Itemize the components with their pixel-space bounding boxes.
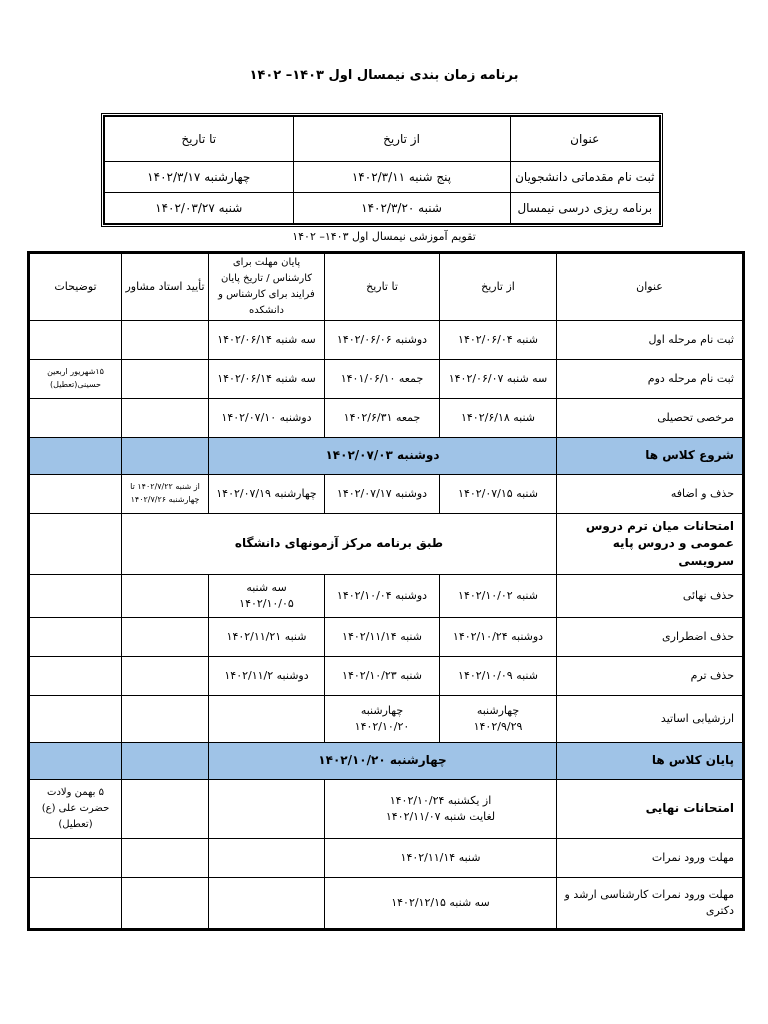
header-notes: توضیحات — [29, 253, 122, 321]
row-advisor — [122, 743, 209, 780]
row-notes: ۱۵شهریور اربعین حسینی(تعطیل) — [29, 360, 122, 399]
row-to: شنبه ۱۴۰۲/۱۰/۲۳ — [325, 657, 440, 696]
row-notes — [29, 514, 122, 575]
row-advisor — [122, 657, 209, 696]
row-deadline: سه شنبه ۱۴۰۲/۰۶/۱۴ — [209, 321, 325, 360]
row-deadline: دوشنبه ۱۴۰۲/۱۱/۲ — [209, 657, 325, 696]
row-notes — [29, 438, 122, 475]
row-deadline — [209, 878, 325, 930]
row-notes — [29, 618, 122, 657]
row-from: دوشنبه ۱۴۰۲/۱۰/۲۴ — [440, 618, 557, 657]
header-to: تا تاریخ — [104, 116, 293, 162]
from-date: ۱۴۰۲/۹/۲۹ — [473, 720, 523, 733]
midterm-row — [29, 514, 744, 575]
grad-grades-date: سه شنبه ۱۴۰۲/۱۲/۱۵ — [325, 878, 557, 930]
row-title: حذف و اضافه — [557, 475, 744, 514]
row-title: ارزشیابی اساتید — [557, 696, 744, 743]
row-advisor — [122, 618, 209, 657]
header-advisor: تأیید استاد مشاور — [122, 253, 209, 321]
header-deadline: پایان مهلت برای کارشناس / تاریخ پایان فرایند برای کارشناس و دانشکده — [209, 253, 325, 321]
row-to: شنبه ۱۴۰۲/۱۱/۱۴ — [325, 618, 440, 657]
row-title: شروع کلاس ها — [557, 438, 744, 475]
classes-end-row — [29, 743, 744, 780]
header-title: عنوان — [510, 116, 660, 162]
row-title: ثبت نام مقدماتی دانشجویان — [510, 162, 660, 193]
table-row — [29, 321, 744, 360]
row-title: برنامه ریزی درسی نیمسال — [510, 193, 660, 225]
table-row — [29, 657, 744, 696]
from-day: چهارشنبه — [476, 704, 520, 718]
calendar-subtitle: تقویم آموزشی نیمسال اول ۱۴۰۳– ۱۴۰۲ — [292, 230, 476, 243]
row-title: پایان کلاس ها — [557, 743, 744, 780]
row-from: شنبه ۱۴۰۲/۱۰/۰۲ — [440, 575, 557, 618]
row-deadline — [209, 780, 325, 839]
table-row — [104, 193, 660, 225]
row-notes — [29, 878, 122, 930]
grades-date: شنبه ۱۴۰۲/۱۱/۱۴ — [325, 839, 557, 878]
header-from: از تاریخ — [440, 253, 557, 321]
row-to: دوشنبه ۱۴۰۲/۰۷/۱۷ — [325, 475, 440, 514]
deadline-date: ۱۴۰۲/۱۰/۰۵ — [239, 597, 294, 610]
table-row — [29, 360, 744, 399]
to-day: چهارشنبه — [360, 704, 404, 718]
table-row — [29, 878, 744, 930]
table-header-row — [104, 116, 660, 162]
header-from: از تاریخ — [293, 116, 510, 162]
row-from: شنبه ۱۴۰۲/۰۶/۰۴ — [440, 321, 557, 360]
row-advisor — [122, 878, 209, 930]
row-deadline: دوشنبه ۱۴۰۲/۰۷/۱۰ — [209, 399, 325, 438]
row-deadline: سه شنبه ۱۴۰۲/۰۶/۱۴ — [209, 360, 325, 399]
row-notes — [29, 657, 122, 696]
table-row — [29, 696, 744, 743]
row-advisor — [122, 360, 209, 399]
row-to: چهارشنبه ۱۴۰۲/۳/۱۷ — [104, 162, 293, 193]
academic-calendar-table — [27, 251, 745, 931]
midterm-text: طبق برنامه مرکز آزمونهای دانشگاه — [122, 514, 557, 575]
row-notes — [29, 696, 122, 743]
header-title: عنوان — [557, 253, 744, 321]
row-deadline: چهارشنبه ۱۴۰۲/۰۷/۱۹ — [209, 475, 325, 514]
row-deadline — [209, 575, 325, 618]
registration-table — [103, 115, 661, 225]
row-title: مهلت ورود نمرات کارشناسی ارشد و دکتری — [557, 878, 744, 930]
row-from: سه شنبه ۱۴۰۲/۰۶/۰۷ — [440, 360, 557, 399]
row-advisor: از شنبه ۱۴۰۲/۷/۲۲ تا چهارشنبه ۱۴۰۲/۷/۲۶ — [122, 475, 209, 514]
row-from: شنبه ۱۴۰۲/۱۰/۰۹ — [440, 657, 557, 696]
row-title: ثبت نام مرحله دوم — [557, 360, 744, 399]
row-to: جمعه ۱۴۰۲/۶/۳۱ — [325, 399, 440, 438]
row-title: ثبت نام مرحله اول — [557, 321, 744, 360]
classes-start-row — [29, 438, 744, 475]
row-from: شنبه ۱۴۰۲/۰۷/۱۵ — [440, 475, 557, 514]
row-advisor — [122, 780, 209, 839]
row-to: جمعه ۱۴۰۱/۰۶/۱۰ — [325, 360, 440, 399]
table-row — [29, 575, 744, 618]
table-row — [29, 399, 744, 438]
row-advisor — [122, 696, 209, 743]
to-date: ۱۴۰۲/۱۰/۲۰ — [354, 720, 410, 733]
table-row — [29, 839, 744, 878]
row-to — [325, 696, 440, 743]
row-advisor — [122, 575, 209, 618]
row-title: امتحانات نهایی — [557, 780, 744, 839]
row-title: حذف نهائی — [557, 575, 744, 618]
row-title: حذف ترم — [557, 657, 744, 696]
finals-dates — [325, 780, 557, 839]
row-advisor — [122, 321, 209, 360]
row-to: دوشنبه ۱۴۰۲/۱۰/۰۴ — [325, 575, 440, 618]
row-notes — [29, 743, 122, 780]
row-title: مهلت ورود نمرات — [557, 839, 744, 878]
table-row — [104, 162, 660, 193]
finals-row — [29, 780, 744, 839]
page-title: برنامه زمان بندی نیمسال اول ۱۴۰۳– ۱۴۰۲ — [249, 68, 519, 83]
finals-from: از یکشنبه ۱۴۰۲/۱۰/۲۴ — [389, 794, 492, 808]
row-advisor — [122, 438, 209, 475]
row-from: شنبه ۱۴۰۲/۶/۱۸ — [440, 399, 557, 438]
classes-start-date: دوشنبه ۱۴۰۲/۰۷/۰۳ — [209, 438, 557, 475]
table-header-row — [29, 253, 744, 321]
table-row — [29, 618, 744, 657]
row-from: شنبه ۱۴۰۲/۳/۲۰ — [293, 193, 510, 225]
row-title: حذف اضطراری — [557, 618, 744, 657]
row-from: پنج شنبه ۱۴۰۲/۳/۱۱ — [293, 162, 510, 193]
row-notes — [29, 321, 122, 360]
row-from — [440, 696, 557, 743]
row-advisor — [122, 839, 209, 878]
row-advisor — [122, 399, 209, 438]
row-notes — [29, 475, 122, 514]
row-title: امتحانات میان ترم دروس عمومی و دروس پایه سرویسی — [557, 514, 744, 575]
row-deadline: شنبه ۱۴۰۲/۱۱/۲۱ — [209, 618, 325, 657]
row-deadline — [209, 839, 325, 878]
row-to: دوشنبه ۱۴۰۲/۰۶/۰۶ — [325, 321, 440, 360]
row-notes — [29, 399, 122, 438]
header-to: تا تاریخ — [325, 253, 440, 321]
row-notes — [29, 839, 122, 878]
finals-to: لغایت شنبه ۱۴۰۲/۱۱/۰۷ — [385, 810, 496, 823]
row-deadline — [209, 696, 325, 743]
row-to: شنبه ۱۴۰۲/۰۳/۲۷ — [104, 193, 293, 225]
classes-end-date: چهارشنبه ۱۴۰۲/۱۰/۲۰ — [209, 743, 557, 780]
row-notes: ۵ بهمن ولادت حضرت علی (ع)(تعطیل) — [29, 780, 122, 839]
row-notes — [29, 575, 122, 618]
deadline-day: سه شنبه — [246, 581, 287, 595]
table-row — [29, 475, 744, 514]
row-title: مرخصی تحصیلی — [557, 399, 744, 438]
